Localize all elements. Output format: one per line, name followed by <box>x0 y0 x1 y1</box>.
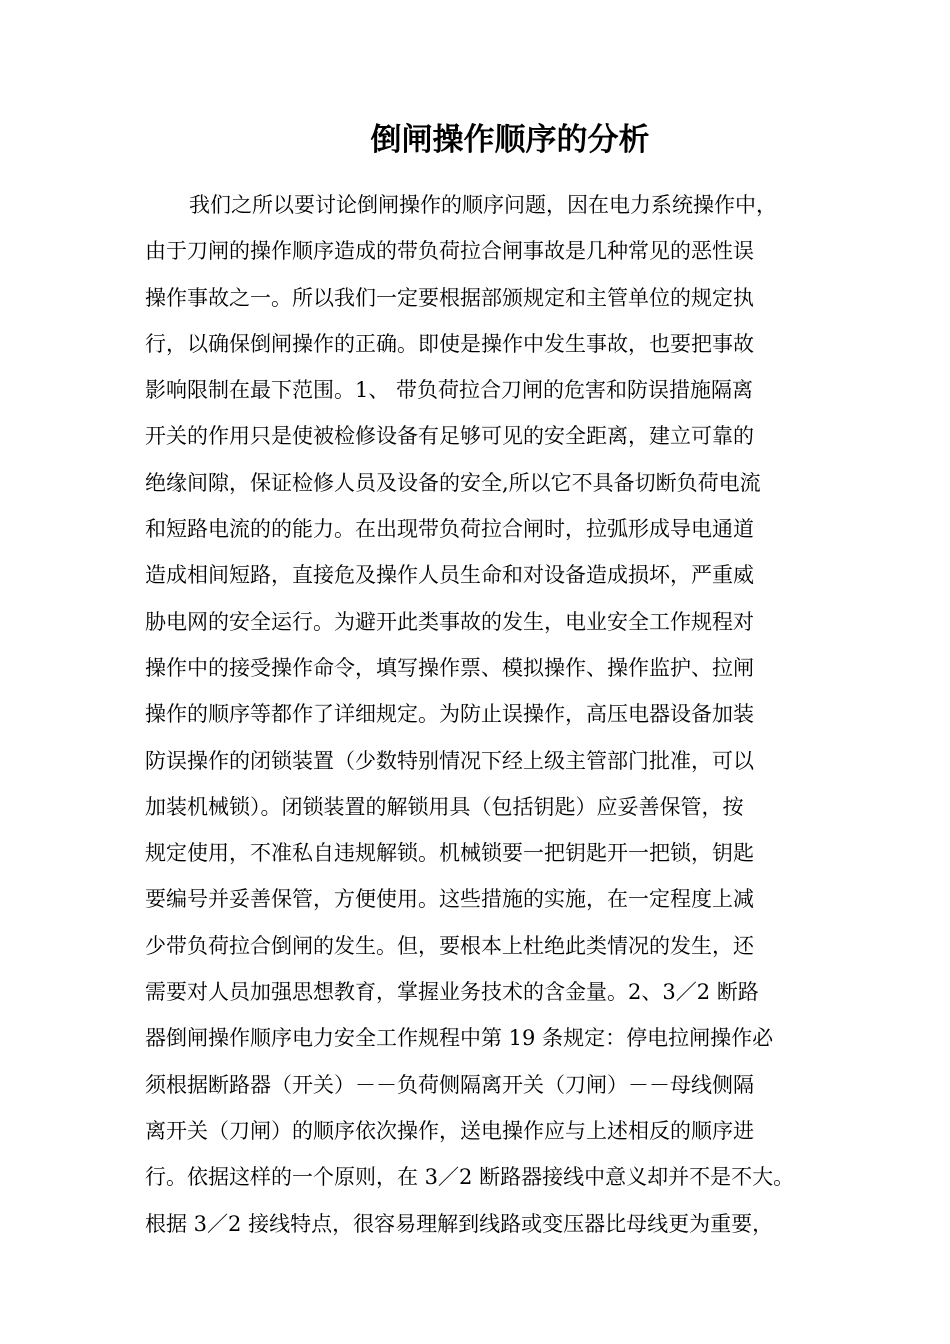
paragraph-line: 加装机械锁）。闭锁装置的解锁用具（包括钥匙）应妥善保管，按 <box>145 794 744 819</box>
paragraph-line: 器倒闸操作顺序电力安全工作规程中第 19 条规定：停电拉闸操作必 <box>145 1026 774 1051</box>
paragraph-line: 要编号并妥善保管，方便使用。这些措施的实施，在一定程度上减 <box>145 887 754 912</box>
paragraph-line: 由于刀闸的操作顺序造成的带负荷拉合闸事故是几种常见的恶性误 <box>145 239 754 264</box>
paragraph-line: 行。依据这样的一个原则，在 3／2 断路器接线中意义却并不是不大。 <box>145 1165 795 1190</box>
paragraph-line: 胁电网的安全运行。为避开此类事故的发生，电业安全工作规程对 <box>145 609 754 634</box>
document-body <box>145 182 835 1247</box>
paragraph-line: 根据 3／2 接线特点，很容易理解到线路或变压器比母线更为重要， <box>145 1211 774 1236</box>
paragraph-line: 须根据断路器（开关）－－负荷侧隔离开关（刀闸）－－母线侧隔 <box>145 1072 754 1097</box>
paragraph-line: 需要对人员加强思想教育，掌握业务技术的含金量。2、3／2 断路 <box>145 980 759 1005</box>
paragraph-line: 操作中的接受操作命令，填写操作票、模拟操作、操作监护、拉闸 <box>145 655 754 680</box>
paragraph-line: 少带负荷拉合倒闸的发生。但，要根本上杜绝此类情况的发生，还 <box>145 933 754 958</box>
paragraph-line: 防误操作的闭锁装置（少数特别情况下经上级主管部门批准，可以 <box>145 748 754 773</box>
paragraph-line: 离开关（刀闸）的顺序依次操作，送电操作应与上述相反的顺序进 <box>145 1118 754 1143</box>
paragraph-line: 行，以确保倒闸操作的正确。即使是操作中发生事故，也要把事故 <box>145 331 754 356</box>
paragraph-line: 我们之所以要讨论倒闸操作的顺序问题，因在电力系统操作中， <box>189 193 777 217</box>
document-title: 倒闸操作顺序的分析 <box>370 122 650 158</box>
paragraph-line: 操作的顺序等都作了详细规定。为防止误操作，高压电器设备加装 <box>145 702 754 727</box>
paragraph-line: 造成相间短路，直接危及操作人员生命和对设备造成损坏，严重威 <box>145 563 754 588</box>
paragraph-line: 操作事故之一。所以我们一定要根据部颁规定和主管单位的规定执 <box>145 285 754 310</box>
paragraph-line: 影响限制在最下范围。1、 带负荷拉合刀闸的危害和防误措施隔离 <box>145 378 754 403</box>
paragraph-line: 规定使用，不准私自违规解锁。机械锁要一把钥匙开一把锁，钥匙 <box>145 841 754 866</box>
paragraph-line: 开关的作用只是使被检修设备有足够可见的安全距离，建立可靠的 <box>145 424 754 449</box>
paragraph-line: 绝缘间隙，保证检修人员及设备的安全,所以它不具备切断负荷电流 <box>145 470 761 495</box>
paragraph-line: 和短路电流的的能力。在出现带负荷拉合闸时，拉弧形成导电通道 <box>145 517 754 542</box>
